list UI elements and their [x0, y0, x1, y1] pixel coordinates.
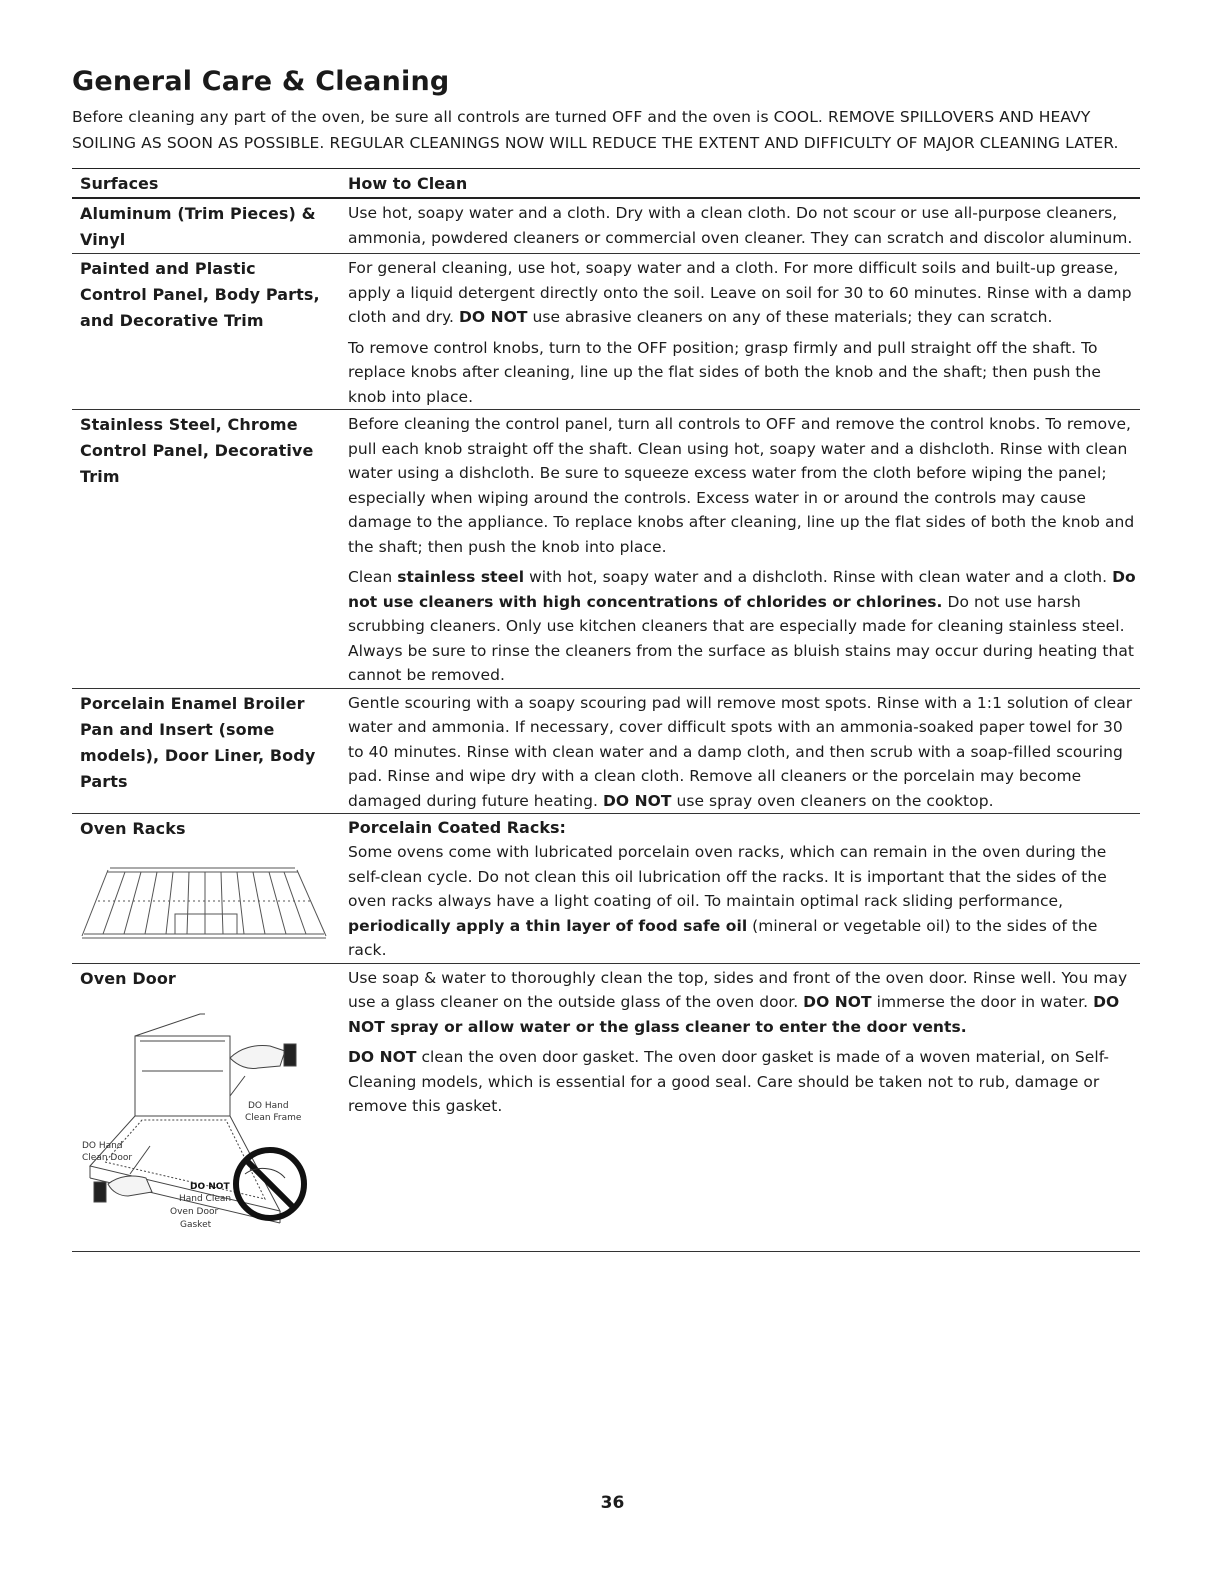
instruction-text-knobs: To remove control knobs, turn to the OFF position; grasp firmly and pull straight off the shaft. To replace knobs after cleaning, line up the flat sides of both the knob and the shaft; then push the knob into place.	[348, 338, 1102, 406]
instruction-text: Use soap & water to thoroughly clean the top, sides and front of the oven door. Rinse well. You may use a glass cleaner on the outside glass of the oven door. DO NOT immerse the door in water. DO NOT spray or allow water or the glass cleaner to enter the door vents.	[348, 968, 1128, 1036]
table-row-stainless-steel	[72, 410, 1140, 689]
surface-label: Oven Racks	[80, 819, 186, 838]
instruction-text: Use hot, soapy water and a cloth. Dry with a clean cloth. Do not scour or use all-purpose cleaners, ammonia, powdered cleaners or commercial oven cleaner. They can scratch and discolor aluminum.	[348, 204, 1133, 247]
surface-label: Painted and Plastic Control Panel, Body Parts, and Decorative Trim	[80, 259, 320, 330]
instruction-text: For general cleaning, use hot, soapy water and a cloth. For more difficult soils and built-up grease, apply a liquid detergent directly onto the soil. Leave on soil for 30 to 60 minutes. Rinse with a damp cloth and dry. DO NOT use abrasive cleaners on any of these materials; they can scratch.	[348, 259, 1132, 326]
label-gasket-2: Hand Clean	[179, 1193, 232, 1204]
label-door-1: DO Hand	[82, 1140, 123, 1151]
surface-label: Porcelain Enamel Broiler Pan and Insert (some models), Door Liner, Body Parts	[80, 693, 316, 791]
instruction-text-gasket: DO NOT clean the oven door gasket. The oven door gasket is made of a woven material, on Self-Cleaning models, which is essential for a good seal. Care should be taken not to rub, damage or remove this gasket.	[348, 1048, 1110, 1115]
care-table	[72, 168, 1140, 1252]
page-content	[72, 62, 1140, 1252]
label-frame-1: DO Hand	[248, 1100, 289, 1111]
label-door-2: Clean Door	[82, 1152, 133, 1163]
instruction-text: Gentle scouring with a soapy scouring pad will remove most spots. Rinse with a 1:1 solution of clear water and ammonia. If necessary, cover difficult spots with an ammonia-soaked paper towel for 30 to 40 minutes. Rinse with clean water and a damp cloth, and then scrub with a soap-filled scouring pad. Rinse and wipe dry with a clean cloth. Remove all cleaners or the porcelain may become damaged during future heating. DO NOT use spray oven cleaners on the cooktop.	[348, 693, 1133, 810]
instruction-text-stainless: Clean stainless steel with hot, soapy water and a dishcloth. Rinse with clean water and a cloth. Do not use cleaners with high concentrations of chlorides or chlorines. Do not use harsh scrubbing cleaners. Only use kitchen cleaners that are especially made for cleaning stainless steel. Always be sure to rinse the cleaners from the surface as bluish stains may occur during heating that cannot be removed.	[348, 568, 1136, 684]
oven-door-illustration	[80, 996, 320, 1241]
page-number: 36	[600, 1493, 625, 1513]
table-row-oven-racks	[72, 814, 1140, 964]
intro-paragraph: Before cleaning any part of the oven, be sure all controls are turned OFF and the oven is COOL. REMOVE SPILLOVERS AND HEAVY SOILING AS SOON AS POSSIBLE. REGULAR CLEANINGS NOW WILL REDUCE THE EXTENT AND DIFFICULTY OF MAJOR CLEANING LATER.	[72, 108, 1119, 152]
sub-heading: Porcelain Coated Racks:	[348, 818, 566, 837]
oven-rack-illustration	[80, 856, 330, 946]
surface-label: Stainless Steel, Chrome Control Panel, Decorative Trim	[80, 415, 314, 486]
table-row-porcelain-enamel	[72, 689, 1140, 815]
table-row-painted-plastic	[72, 254, 1140, 410]
instruction-text: Some ovens come with lubricated porcelain oven racks, which can remain in the oven during the self-clean cycle. Do not clean this oil lubrication off the racks. It is important that the sides of the oven racks always have a light coating of oil. To maintain optimal rack sliding performance, periodically apply a thin layer of food safe oil (mineral or vegetable oil) to the sides of the rack.	[348, 843, 1107, 959]
header-surfaces: Surfaces	[80, 174, 159, 193]
table-row-aluminum	[72, 199, 1140, 254]
instruction-text: Before cleaning the control panel, turn all controls to OFF and remove the control knobs. To remove, pull each knob straight off the shaft. Clean using hot, soapy water and a dishcloth. Rinse with clean water using a dishcloth. Be sure to squeeze excess water from the cloth before wiping the panel; especially when wiping around the controls. Excess water in or around the controls may cause damage to the appliance. To replace knobs after cleaning, line up the flat sides of both the knob and the shaft; then push the knob into place.	[348, 415, 1135, 556]
label-frame-2: Clean Frame	[245, 1112, 302, 1123]
label-gasket-4: Gasket	[180, 1219, 212, 1230]
label-gasket-3: Oven Door	[170, 1206, 219, 1217]
surface-label: Oven Door	[80, 968, 176, 988]
header-how-to-clean: How to Clean	[348, 174, 468, 193]
page-title: General Care & Cleaning	[72, 66, 450, 97]
table-row-oven-door	[72, 964, 1140, 1252]
table-header	[72, 169, 1140, 199]
surface-label: Aluminum (Trim Pieces) & Vinyl	[80, 204, 316, 249]
label-gasket-1: DO NOT	[190, 1181, 230, 1192]
